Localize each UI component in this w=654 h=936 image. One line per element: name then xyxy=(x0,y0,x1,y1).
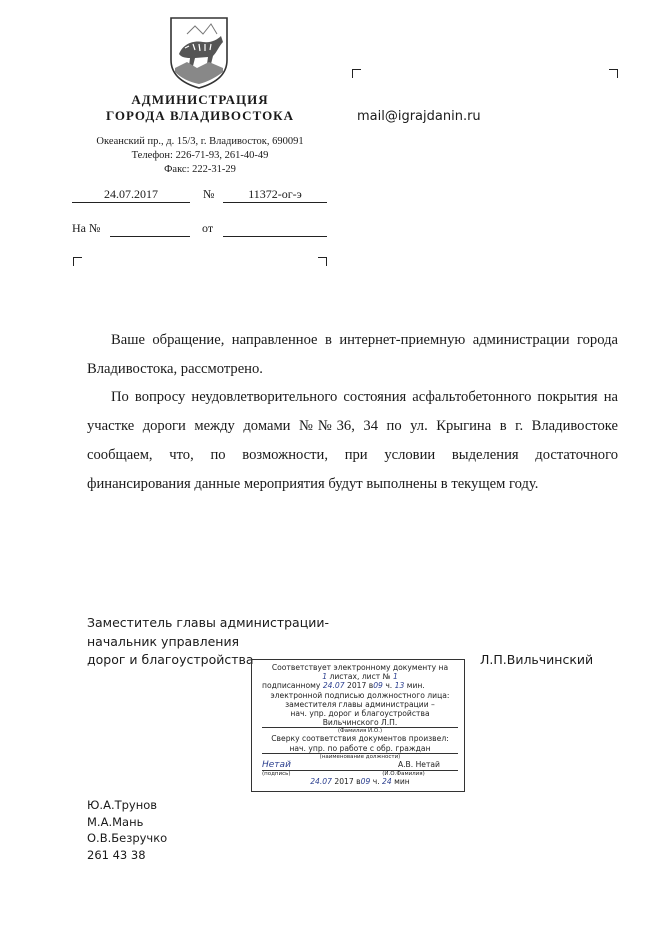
stamp-line-1: Соответствует электронному документу на xyxy=(271,663,449,672)
stamp-hw-hour2: 09 xyxy=(360,777,371,787)
stamp-line-6: нач. упр. дорог и благоустройства xyxy=(290,709,430,719)
electronic-signature-stamp xyxy=(251,659,465,792)
reg-number-sign: № xyxy=(203,187,215,201)
stamp-hw-date: 24.07 xyxy=(322,681,345,691)
address-corner-left xyxy=(352,69,361,78)
signer-position-line3: дорог и благоустройства xyxy=(87,652,254,667)
org-name-line1: АДМИНИСТРАЦИЯ xyxy=(131,92,269,107)
stamp-line-4: электронной подписью должностного лица: xyxy=(270,690,450,700)
reply-from-date-field xyxy=(223,222,327,237)
stamp-hw-hour: 09 xyxy=(373,681,383,691)
reg-date: 24.07.2017 xyxy=(72,187,190,203)
signer-position-line1: Заместитель главы администрации- xyxy=(87,615,329,630)
org-name-line2: ГОРОДА ВЛАДИВОСТОКА xyxy=(105,108,295,123)
reply-to-label: На № xyxy=(72,221,101,235)
address-corner-right xyxy=(609,69,618,78)
executor-2: М.А.Мань xyxy=(87,814,144,829)
corner-mark-right xyxy=(318,257,327,266)
org-address: Океанский пр., д. 15/3, г. Владивосток, 690091 xyxy=(96,136,304,147)
body-paragraph-1: Ваше обращение, направленное в интернет-приемную администрации города Владивостока, рассмотрено. xyxy=(87,332,618,377)
stamp-line-9: Сверку соответствия документов произвел: xyxy=(271,734,449,744)
reg-number: 11372-ог-э xyxy=(223,187,327,203)
stamp-line-7: Вильчинского Л.П. xyxy=(262,718,458,728)
signer-name: Л.П.Вильчинский xyxy=(480,652,594,667)
executor-phone: 261 43 38 xyxy=(87,847,146,862)
stamp-hw-sheet-no: 1 xyxy=(392,672,398,682)
stamp-hw-sheets: 1 xyxy=(322,672,328,682)
executor-1: Ю.А.Трунов xyxy=(87,798,158,812)
body-paragraph-2: По вопросу неудовлетворительного состояния асфальтобетонного покрытия на участке дороги между домами №№36, 34 по ул. Крыгина в г. Владивостоке сообщаем, что, по возможности, при условии выделения достаточного финансирования данные мероприятия будут выполнены в текущем году. xyxy=(87,389,618,492)
executors-list xyxy=(87,797,167,863)
stamp-hw-date2: 24.07 xyxy=(310,777,332,787)
org-phone: Телефон: 226-71-93, 261-40-49 xyxy=(131,150,269,161)
stamp-hw-signature: Нетай xyxy=(262,759,291,770)
reply-to-number-field xyxy=(110,222,190,237)
stamp-line-8: (Фамилия И.О.) xyxy=(337,728,383,735)
corner-mark-left xyxy=(73,257,82,266)
stamp-line-14: 24.07 2017 в09 ч. 24 мин xyxy=(310,777,410,787)
org-fax: Факс: 222-31-29 xyxy=(164,164,236,175)
stamp-line-2: 1 листах, лист № 1 xyxy=(322,672,398,682)
letter-body xyxy=(87,326,618,498)
reply-from-label: от xyxy=(202,221,214,235)
stamp-hw-min: 13 xyxy=(394,681,405,691)
recipient-email: mail@igrajdanin.ru xyxy=(357,109,481,124)
signer-position-line2: начальник управления xyxy=(87,633,240,649)
stamp-line-12: Нетай А.В. Нетай xyxy=(262,760,458,771)
executor-3: О.В.Безручко xyxy=(87,831,168,845)
stamp-line-3: подписанному 24.07 2017 в09 ч. 13 мин. xyxy=(262,681,425,691)
stamp-line-5: заместителя главы администрации – xyxy=(285,699,435,709)
stamp-hw-min2: 24 xyxy=(382,777,392,787)
coat-of-arms-tiger-icon xyxy=(167,14,231,90)
stamp-line-10: нач. упр. по работе с обр. граждан xyxy=(262,744,458,754)
stamp-line-13: (подпись) (И.О.Фамилия) xyxy=(262,771,425,778)
stamp-line-11: (наименование должности) xyxy=(319,753,401,760)
